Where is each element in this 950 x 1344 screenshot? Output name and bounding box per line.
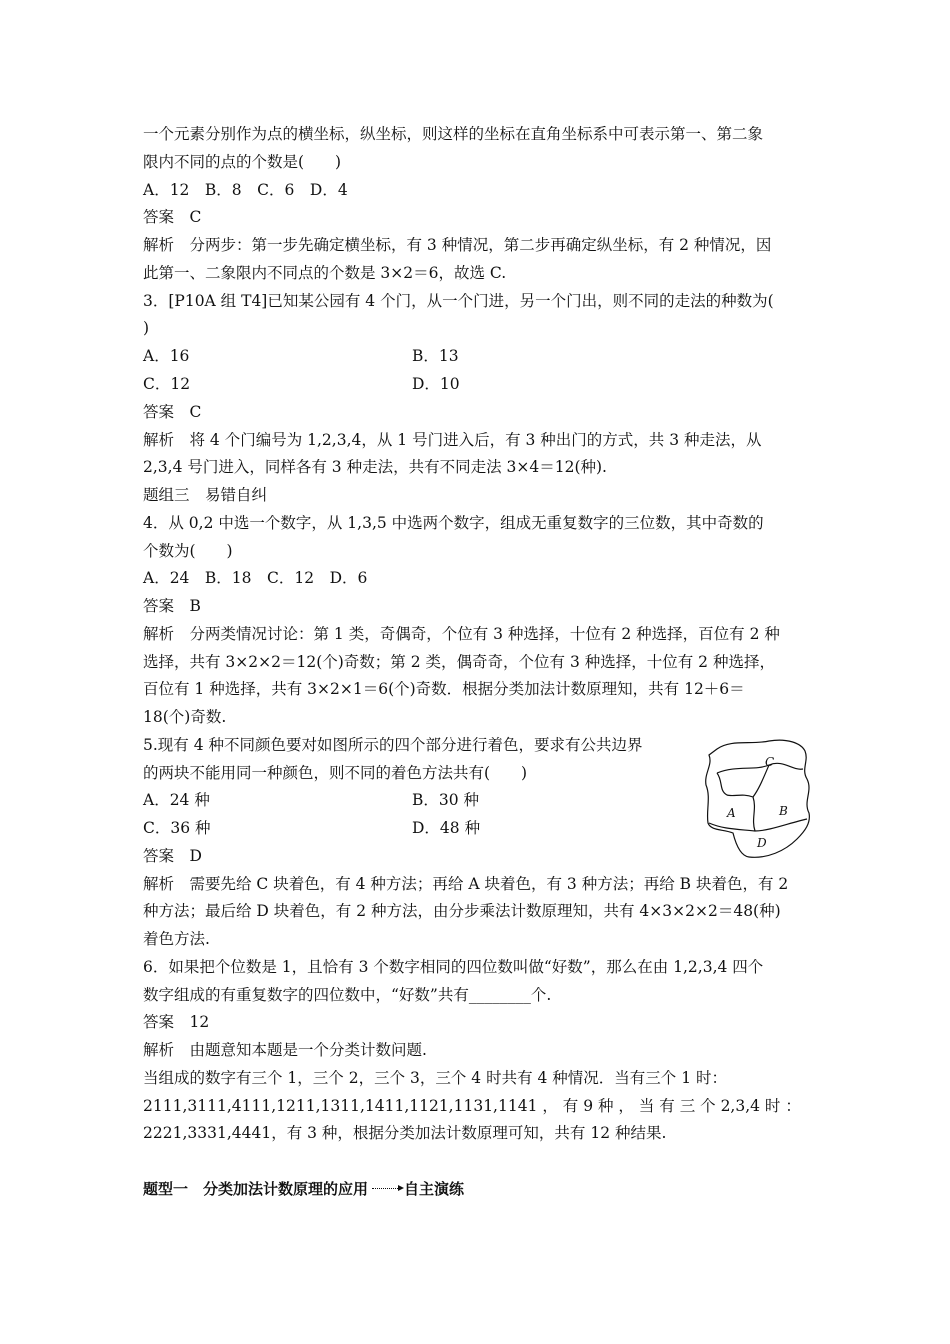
options-line: A．12 B．8 C．6 D．4 — [143, 181, 348, 199]
option-d: D．10 — [412, 375, 460, 393]
section-heading — [143, 1179, 464, 1199]
heading-title: 题型一 分类加法计数原理的应用 — [143, 1180, 369, 1198]
analysis-line: 选择，共有 3×2×2＝12(个)奇数；第 2 类，偶奇奇，个位有 3 种选择，十位有 2 种选择， — [143, 653, 775, 671]
question-line: 个数为( ) — [143, 542, 233, 560]
option-c: C．36 种 — [143, 819, 211, 837]
option-b: B．13 — [412, 347, 459, 365]
analysis-line: 此第一、二象限内不同点的个数是 3×2＝6，故选 C. — [143, 264, 507, 282]
region-label-d: D — [757, 836, 767, 850]
analysis-line: 18(个)奇数. — [143, 708, 227, 726]
heading-tag: 自主演练 — [404, 1180, 465, 1198]
question-line: 3．[P10A 组 T4]已知某公园有 4 个门，从一个门进，另一个门出，则不同的走法的种数为( — [143, 292, 774, 310]
question-line: 6．如果把个位数是 1，且恰有 3 个数字相同的四位数叫做“好数”，那么在由 1,2,3,4 四个 — [143, 958, 764, 976]
analysis-line: 解析 分两类情况讨论：第 1 类，奇偶奇，个位有 3 种选择，十位有 2 种选择，百位有 2 种 — [143, 625, 780, 643]
option-b: B．30 种 — [412, 791, 480, 809]
analysis-line: 2111,3111,4111,1211,1311,1411,1121,1131,1141 ， 有 9 种 ， 当 有 三 个 2,3,4 时 ： — [143, 1097, 801, 1115]
analysis-line: 2221,3331,4441，有 3 种，根据分类加法计数原理可知，共有 12 种结果. — [143, 1124, 667, 1142]
option-d: D．48 种 — [412, 819, 481, 837]
analysis-line: 着色方法. — [143, 930, 210, 948]
analysis-line: 解析 由题意知本题是一个分类计数问题. — [143, 1041, 427, 1059]
option-c: C．12 — [143, 375, 191, 393]
answer-line: 答案 D — [143, 847, 202, 865]
answer-line: 答案 C — [143, 208, 202, 226]
analysis-line: 当组成的数字有三个 1，三个 2，三个 3，三个 4 时共有 4 种情况．当有三个 1 时： — [143, 1069, 728, 1087]
analysis-line: 解析 分两步：第一步先确定横坐标，有 3 种情况，第二步再确定纵坐标，有 2 种情况，因 — [143, 236, 772, 254]
map-figure — [703, 735, 813, 860]
options-line: A．24 B．18 C．12 D．6 — [143, 569, 368, 587]
analysis-line: 百位有 1 种选择，共有 3×2×1＝6(个)奇数．根据分类加法计数原理知，共有 12＋6＝ — [143, 680, 745, 698]
option-a: A．24 种 — [143, 791, 210, 809]
figure-divider-b — [753, 765, 769, 797]
analysis-line: 解析 需要先给 C 块着色，有 4 种方法；再给 A 块着色，有 3 种方法；再给 B 块着色，有 2 — [143, 875, 789, 893]
question-line: 4．从 0,2 中选一个数字，从 1,3,5 中选两个数字，组成无重复数字的三位数，其中奇数的 — [143, 514, 764, 532]
text-line: 限内不同的点的个数是( ) — [143, 153, 342, 171]
figure-divider-c — [717, 763, 803, 773]
question-line: 数字组成的有重复数字的四位数中，“好数”共有________个. — [143, 986, 552, 1004]
question-line: 5.现有 4 种不同颜色要对如图所示的四个部分进行着色，要求有公共边界 — [143, 736, 643, 754]
region-label-a: A — [727, 806, 736, 820]
figure-divider-d — [709, 819, 807, 831]
answer-line: 答案 B — [143, 597, 201, 615]
text-line: 一个元素分别作为点的横坐标，纵坐标，则这样的坐标在直角坐标系中可表示第一、第二象 — [143, 125, 764, 143]
question-line: ) — [143, 319, 150, 337]
analysis-line: 解析 将 4 个门编号为 1,2,3,4，从 1 号门进入后，有 3 种出门的方式，共 3 种走法，从 — [143, 431, 762, 449]
section-title: 题组三 易错自纠 — [143, 486, 268, 504]
answer-line: 答案 12 — [143, 1013, 210, 1031]
question-line: 的两块不能用同一种颜色，则不同的着色方法共有( ) — [143, 764, 528, 782]
answer-line: 答案 C — [143, 403, 202, 421]
figure-divider-a — [717, 773, 753, 797]
region-label-c: C — [765, 755, 775, 769]
arrow-icon — [372, 1188, 402, 1190]
analysis-line: 种方法；最后给 D 块着色，有 2 种方法，由分步乘法计数原理知，共有 4×3×2×2＝48(种) — [143, 902, 781, 920]
analysis-line: 2,3,4 号门进入，同样各有 3 种走法，共有不同走法 3×4＝12(种). — [143, 458, 607, 476]
option-a: A．16 — [143, 347, 190, 365]
region-label-b: B — [779, 804, 788, 818]
figure-divider-ab — [753, 797, 755, 831]
